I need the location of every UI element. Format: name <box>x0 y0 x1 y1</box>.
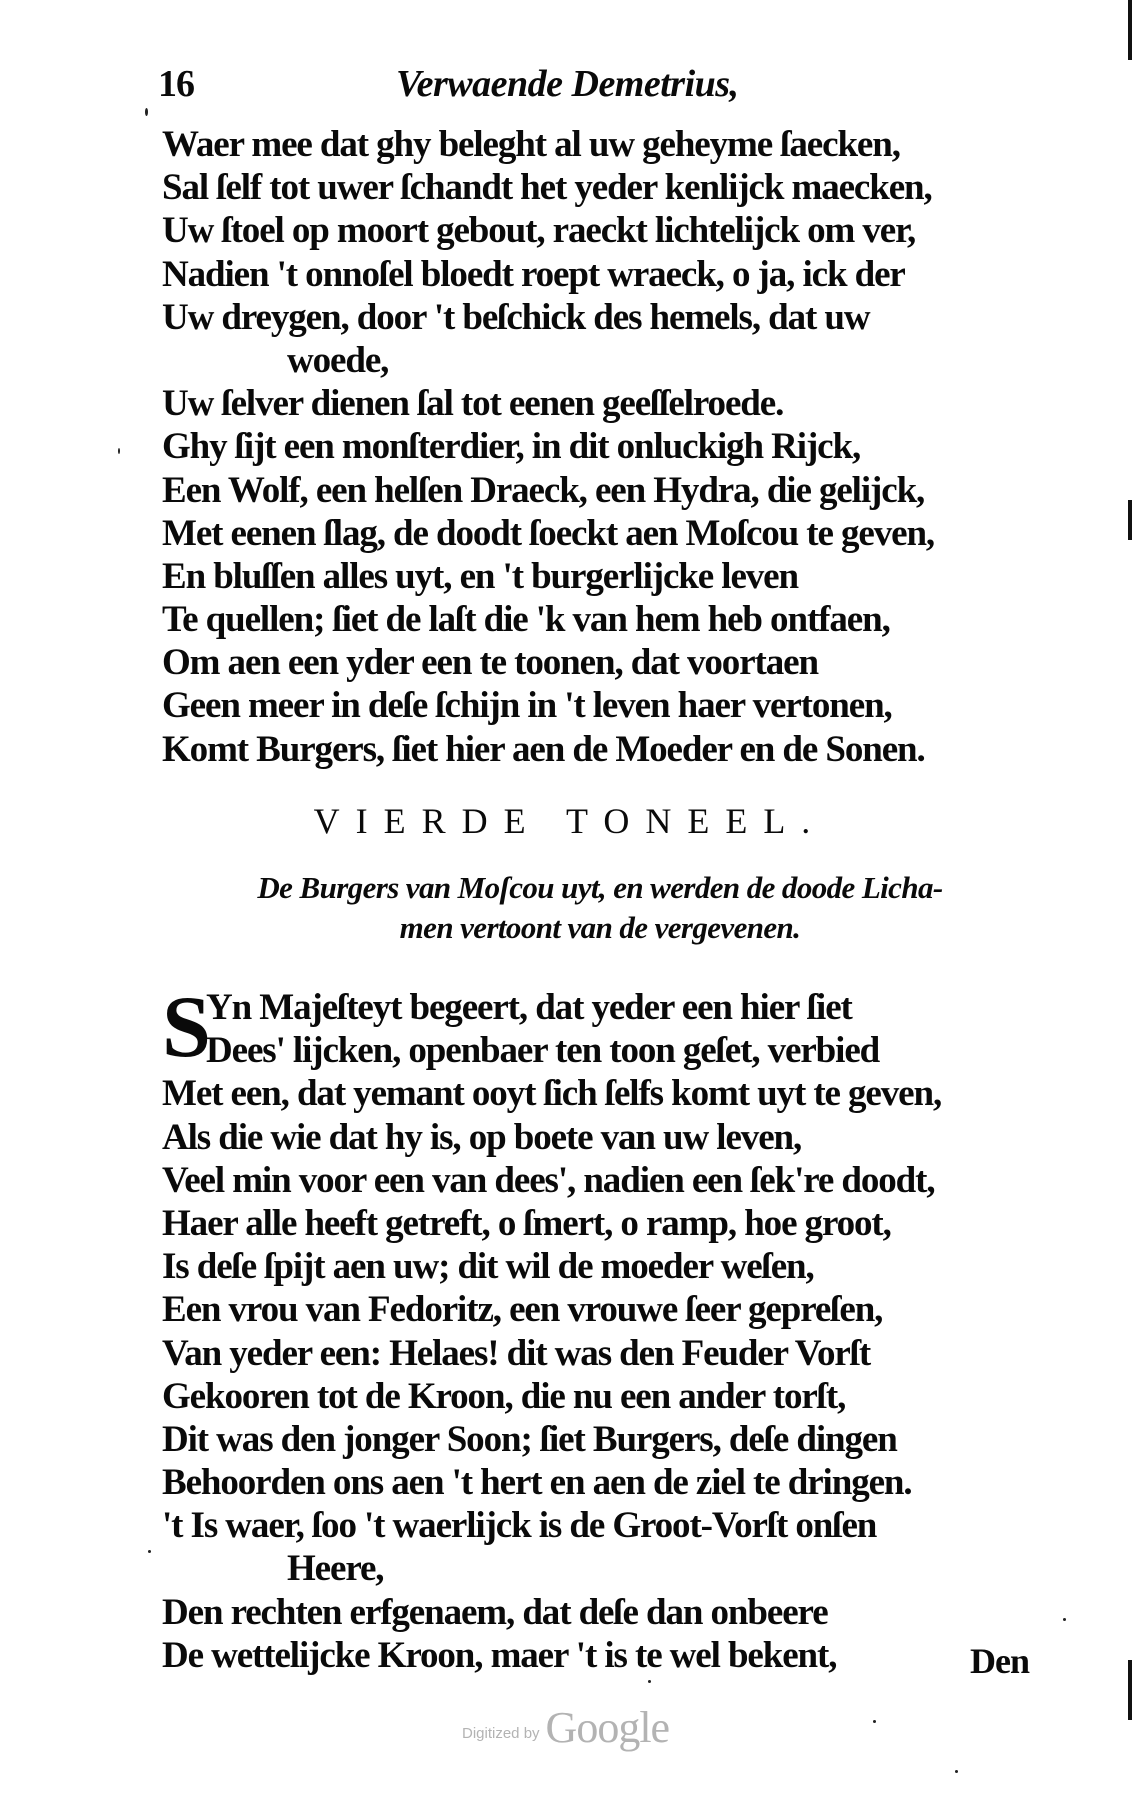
stage-direction-line-2: men vertoont van de vergevenen. <box>399 910 801 945</box>
scan-edge-artifact <box>1128 1660 1132 1720</box>
scan-edge-artifact <box>1128 0 1132 60</box>
verse-line: Nadien 't onnoſel bloedt roept wraeck, o ja, ick der <box>162 253 905 295</box>
verse-line: Dees' lijcken, openbaer ten toon geſet, verbied <box>206 1030 880 1072</box>
verse-line-turnover: Heere, <box>287 1548 384 1590</box>
verse-block-bottom <box>162 979 1062 1677</box>
verse-line: Uw ſelver dienen ſal tot eenen geeſſelroede. <box>162 383 784 425</box>
stage-direction-line-1: De Burgers van Moſcou uyt, en werden de doode Licha- <box>257 870 943 905</box>
verse-block-top <box>162 123 1062 771</box>
verse-line: Als die wie dat hy is, op boete van uw leven, <box>162 1116 802 1158</box>
verse-line: Van yeder een: Helaes! dit was den Feuder Vorſt <box>162 1332 871 1374</box>
scan-speck <box>1063 1618 1066 1621</box>
scan-edge-artifact <box>1128 500 1132 540</box>
verse-line: Den rechten erfgenaem, dat deſe dan onbeere <box>162 1591 828 1633</box>
verse-line: Veel min voor een van dees', nadien een ſek're doodt, <box>162 1159 935 1201</box>
watermark-prefix: Digitized by <box>462 1725 540 1742</box>
verse-line: Een vrou van Fedoritz, een vrouwe ſeer gepreſen, <box>162 1289 883 1331</box>
scan-speck <box>145 108 148 116</box>
verse-line: Ghy ſijt een monſterdier, in dit onluckigh Rijck, <box>162 426 861 468</box>
verse-line: Uw dreygen, door 't beſchick des hemels, dat uw <box>162 296 870 338</box>
verse-line: Een Wolf, een helſen Draeck, een Hydra, die gelijck, <box>162 469 925 511</box>
verse-line: Behoorden ons aen 't hert en aen de ziel te dringen. <box>162 1462 912 1504</box>
scan-speck <box>955 1770 958 1773</box>
page-number: 16 <box>158 63 194 105</box>
verse-line: Met eenen ſlag, de doodt ſoeckt aen Moſcou te geven, <box>162 512 935 554</box>
scan-speck <box>118 448 120 454</box>
verse-line: Om aen een yder een te toonen, dat voortaen <box>162 642 818 684</box>
scan-speck <box>873 1720 876 1723</box>
verse-line: 't Is waer, ſoo 't waerlijck is de Groot-Vorſt onſen <box>162 1505 877 1547</box>
verse-line: Komt Burgers, ſiet hier aen de Moeder en de Sonen. <box>162 728 925 770</box>
scene-heading: VIERDE TONEEL. <box>313 801 827 841</box>
drop-cap: S <box>162 979 210 1076</box>
verse-line: Is deſe ſpijt aen uw; dit wil de moeder weſen, <box>162 1246 814 1288</box>
verse-line: Waer mee dat ghy beleght al uw geheyme ſaecken, <box>162 124 900 165</box>
scan-speck <box>148 1550 151 1553</box>
running-head <box>158 62 798 110</box>
verse-line: Gekooren tot de Kroon, die nu een ander torſt, <box>162 1375 846 1417</box>
verse-line: Uw ſtoel op moort gebout, raeckt lichtelijck om ver, <box>162 210 916 252</box>
verse-line: Haer alle heeft getreft, o ſmert, o ramp, hoe groot, <box>162 1202 891 1244</box>
digitization-watermark <box>462 1702 669 1753</box>
catchword: Den <box>970 1641 1029 1681</box>
google-logo: Google <box>545 1703 670 1752</box>
drop-cap-paragraph <box>162 979 1062 1076</box>
verse-line: Te quellen; ſiet de laſt die 'k van hem heb ontfaen, <box>162 599 890 641</box>
verse-line: Yn Majeſteyt begeert, dat yeder een hier ſiet <box>206 987 852 1028</box>
running-title: Verwaende Demetrius, <box>396 63 739 105</box>
scan-speck <box>648 1680 651 1683</box>
verse-line: En bluſſen alles uyt, en 't burgerlijcke leven <box>162 555 798 597</box>
verse-line: Sal ſelf tot uwer ſchandt het yeder kenlijck maecken, <box>162 167 932 209</box>
verse-line: Met een, dat yemant ooyt ſich ſelfs komt uyt te geven, <box>162 1073 942 1115</box>
verse-line-turnover: woede, <box>287 339 389 381</box>
verse-line: Geen meer in deſe ſchijn in 't leven haer vertonen, <box>162 685 892 727</box>
verse-line: De wettelijcke Kroon, maer 't is te wel bekent, <box>162 1634 837 1676</box>
verse-line: Dit was den jonger Soon; ſiet Burgers, deſe dingen <box>162 1418 897 1460</box>
